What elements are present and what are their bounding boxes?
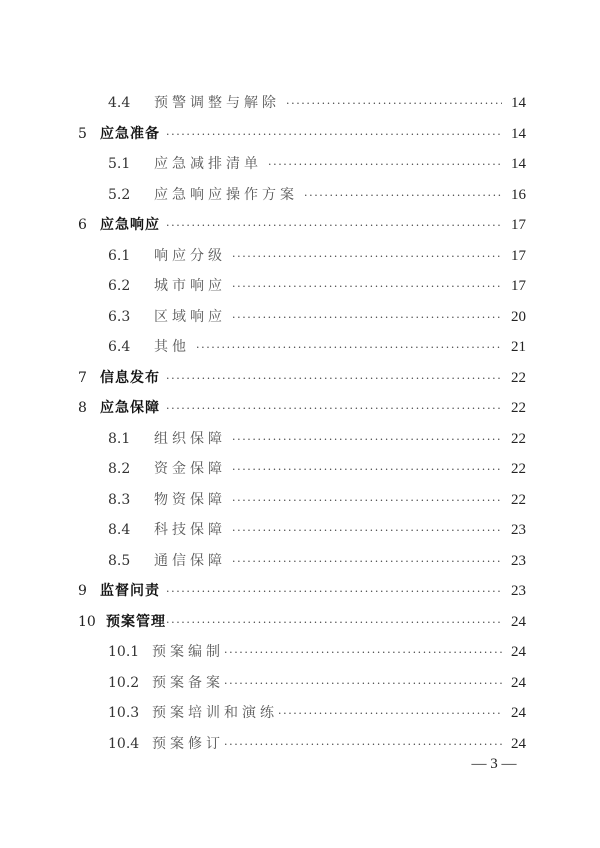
dot-leader <box>232 515 502 545</box>
page-number: 17 <box>511 278 526 294</box>
page-number: 17 <box>511 217 526 233</box>
section-number: 6.3 <box>108 308 131 325</box>
section-title: 预案修订 <box>152 735 224 752</box>
section-number: 8.5 <box>108 552 131 569</box>
dot-leader <box>166 393 502 423</box>
section-title: 应急响应操作方案 <box>154 186 298 203</box>
page-number: 24 <box>511 644 526 660</box>
toc-entry[interactable] <box>108 149 526 179</box>
section-number: 8.2 <box>108 461 131 477</box>
section-title: 应急减排清单 <box>154 156 262 172</box>
dot-leader <box>232 454 502 484</box>
dot-leader <box>224 637 502 667</box>
toc-entry[interactable] <box>108 424 526 454</box>
toc-entry[interactable] <box>108 271 526 301</box>
page-number: 24 <box>511 613 526 630</box>
page-number: 20 <box>511 308 526 325</box>
section-number: 5 <box>78 125 87 142</box>
dot-leader <box>304 180 502 210</box>
toc-entry[interactable] <box>78 393 526 423</box>
toc-entry[interactable] <box>108 454 526 484</box>
section-title: 组织保障 <box>154 430 226 447</box>
section-number: 10.3 <box>108 705 140 721</box>
section-number: 10.2 <box>108 674 140 691</box>
section-number: 5.1 <box>108 156 131 172</box>
section-title: 城市响应 <box>154 278 226 294</box>
section-number: 6 <box>78 217 87 233</box>
toc-entry[interactable] <box>108 729 526 759</box>
section-number: 9 <box>78 583 87 599</box>
page-number: 23 <box>511 522 526 538</box>
section-title: 信息发布 <box>100 369 160 386</box>
section-number: 4.4 <box>108 95 131 111</box>
page-number: 14 <box>511 125 526 142</box>
section-title: 预案编制 <box>152 644 224 660</box>
dot-leader <box>286 88 502 118</box>
dot-leader <box>232 485 502 515</box>
section-title: 监督问责 <box>100 583 160 599</box>
dot-leader <box>232 271 502 301</box>
section-number: 10 <box>78 613 96 630</box>
toc-entry[interactable] <box>78 607 526 637</box>
toc-entry[interactable] <box>108 88 526 118</box>
page-number: 23 <box>511 552 526 569</box>
section-number: 10.1 <box>108 644 140 660</box>
page-number: 21 <box>511 339 526 355</box>
section-number: 8.3 <box>108 491 131 508</box>
toc-entry[interactable] <box>108 332 526 362</box>
section-number: 8.1 <box>108 430 131 447</box>
dot-leader <box>232 241 502 271</box>
toc-entry[interactable] <box>78 210 526 240</box>
dot-leader <box>278 698 502 728</box>
page-number: 24 <box>511 735 526 752</box>
page-number: 22 <box>511 400 526 416</box>
page-number: 14 <box>511 95 526 111</box>
dot-leader <box>166 119 502 149</box>
toc-entry[interactable] <box>78 119 526 149</box>
page-number: 14 <box>511 156 526 172</box>
page-number: 24 <box>511 705 526 721</box>
section-title: 预警调整与解除 <box>154 95 280 111</box>
dot-leader <box>166 607 502 637</box>
dot-leader <box>166 363 502 393</box>
toc-entry[interactable] <box>108 515 526 545</box>
section-title: 资金保障 <box>154 461 226 477</box>
section-title: 应急准备 <box>100 125 160 142</box>
dot-leader <box>268 149 502 179</box>
page-number: 24 <box>511 674 526 691</box>
section-title: 响应分级 <box>154 247 226 264</box>
dot-leader <box>224 729 502 759</box>
toc-entry[interactable] <box>108 180 526 210</box>
section-number: 8.4 <box>108 522 131 538</box>
toc-entry[interactable] <box>78 576 526 606</box>
page-footer-number: — 3 — <box>471 756 517 772</box>
section-title: 预案备案 <box>152 674 224 691</box>
section-number: 6.2 <box>108 278 131 294</box>
section-title: 通信保障 <box>154 552 226 569</box>
toc-entry[interactable] <box>78 363 526 393</box>
toc-entry[interactable] <box>108 637 526 667</box>
section-number: 5.2 <box>108 186 131 203</box>
toc-entry[interactable] <box>108 241 526 271</box>
section-number: 6.4 <box>108 339 131 355</box>
section-number: 10.4 <box>108 735 140 752</box>
section-title: 物资保障 <box>154 491 226 508</box>
page-number: 22 <box>511 491 526 508</box>
section-title: 应急响应 <box>100 217 160 233</box>
section-title: 应急保障 <box>100 400 160 416</box>
dot-leader <box>196 332 502 362</box>
section-number: 8 <box>78 400 87 416</box>
page-number: 22 <box>511 461 526 477</box>
toc-entry[interactable] <box>108 546 526 576</box>
dot-leader <box>232 424 502 454</box>
toc-entry[interactable] <box>108 668 526 698</box>
section-title: 区域响应 <box>154 308 226 325</box>
page-number: 17 <box>511 247 526 264</box>
dot-leader <box>166 576 502 606</box>
dot-leader <box>224 668 502 698</box>
toc-entry[interactable] <box>108 698 526 728</box>
page-number: 22 <box>511 369 526 386</box>
page-number: 22 <box>511 430 526 447</box>
toc-entry[interactable] <box>108 302 526 332</box>
dot-leader <box>166 210 502 240</box>
section-title: 其他 <box>154 339 190 355</box>
toc-entry[interactable] <box>108 485 526 515</box>
page-number: 16 <box>511 186 526 203</box>
section-title: 预案培训和演练 <box>152 705 278 721</box>
section-number: 6.1 <box>108 247 131 264</box>
page-number: 23 <box>511 583 526 599</box>
section-title: 科技保障 <box>154 522 226 538</box>
dot-leader <box>232 302 502 332</box>
dot-leader <box>232 546 502 576</box>
section-number: 7 <box>78 369 87 386</box>
section-title: 预案管理 <box>106 613 166 630</box>
